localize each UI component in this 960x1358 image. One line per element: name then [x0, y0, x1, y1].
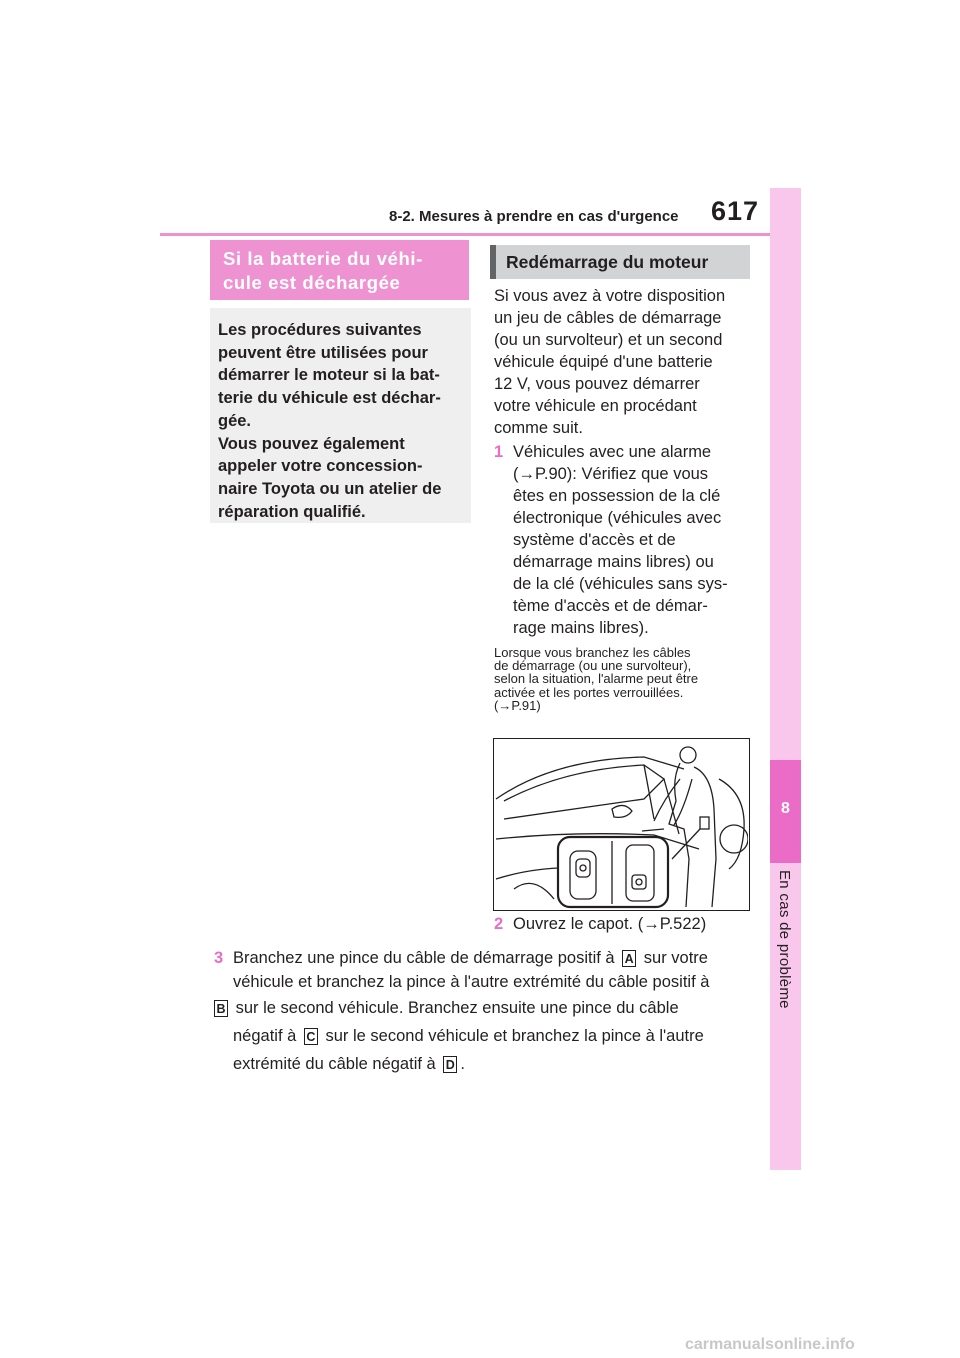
step-number: 1 [494, 443, 504, 461]
intro-line: Les procédures suivantes [218, 321, 422, 339]
intro-line: un jeu de câbles de démarrage [494, 309, 722, 327]
step-2 [494, 913, 503, 935]
text-segment: . [460, 1055, 465, 1073]
intro-line: 12 V, vous pouvez démarrer [494, 375, 700, 393]
intro-line: démarrer le moteur si la bat- [218, 366, 440, 385]
note-line: activée et les portes verrouillées. [494, 684, 684, 700]
label-d: D [443, 1056, 457, 1073]
intro-line: Si vous avez à votre disposition [494, 287, 726, 305]
text-segment: négatif à [233, 1027, 297, 1045]
step-line: êtes en possession de la clé [513, 487, 721, 505]
step-line [233, 1053, 709, 1081]
chapter-title: En cas de problème [776, 870, 793, 1009]
step-number: 2 [494, 915, 504, 933]
text-segment: Branchez une pince du câble de démarrage positif à [233, 949, 615, 967]
intro-line: Vous pouvez également [218, 434, 405, 453]
intro-line: véhicule équipé d'une batterie [494, 353, 713, 371]
step-line: démarrage mains libres) ou [513, 553, 714, 571]
intro-line: peuvent être utilisées pour [218, 343, 428, 362]
step-line: rage mains libres). [513, 619, 649, 637]
chapter-title-vertical [770, 870, 801, 1030]
header-rule [160, 233, 772, 236]
step-line: (→P.90): Vérifiez que vous [513, 465, 709, 483]
intro-line: votre véhicule en procédant [494, 397, 697, 415]
step-3-number-wrap [214, 947, 223, 969]
intro-line: comme suit. [494, 419, 583, 437]
text-segment: sur le second véhicule. Branchez ensuite une pince du câble [235, 999, 679, 1017]
note-line: Lorsque vous branchez les câbles [494, 645, 691, 660]
label-a: A [622, 950, 636, 967]
text-segment: extrémité du câble négatif à [233, 1055, 436, 1073]
intro-line: réparation qualifié. [218, 502, 366, 521]
step-line: système d'accès et de [513, 531, 676, 549]
note-line: de démarrage (ou une survolteur), [494, 658, 692, 674]
section-title: 8-2. Mesures à prendre en cas d'urgence [389, 208, 679, 225]
intro-line: (ou un survolteur) et un second [494, 331, 723, 349]
text-segment: sur votre [643, 949, 708, 967]
step-3-text [216, 947, 710, 1081]
label-c: C [304, 1028, 318, 1045]
heading-line: cule est déchargée [223, 272, 401, 293]
intro-line: gée. [218, 411, 252, 430]
alarm-note [494, 646, 698, 712]
page-number: 617 [711, 196, 760, 226]
car-door-drawing [494, 739, 748, 909]
note-line: selon la situation, l'alarme peut être [494, 671, 699, 687]
text-segment: sur le second véhicule et branchez la pince à l'autre [325, 1027, 704, 1045]
step-line [233, 1025, 709, 1053]
intro-line: terie du véhicule est déchar- [218, 389, 441, 408]
step-line: tème d'accès et de démar- [513, 597, 708, 615]
label-b: B [214, 1000, 228, 1017]
chapter-number: 8 [781, 800, 790, 817]
watermark: carmanualsonline.info [685, 1336, 855, 1353]
step-line: de la clé (véhicules sans sys- [513, 575, 728, 593]
step-line [216, 997, 709, 1025]
intro-line: naire Toyota ou un atelier de [218, 479, 442, 498]
intro-line: appeler votre concession- [218, 457, 423, 476]
step-1-text [513, 441, 728, 639]
section-heading-restart: Redémarrage du moteur [490, 245, 750, 279]
step-line: véhicule et branchez la pince à l'autre extrémité du câble positif à [233, 973, 710, 991]
note-line: (→P.91) [494, 697, 541, 713]
step-1 [494, 441, 503, 463]
step-number: 3 [214, 949, 224, 967]
heading-line: Si la batterie du véhi- [223, 248, 423, 269]
step-line [233, 947, 709, 971]
step-2-text: Ouvrez le capot. (→P.522) [513, 915, 707, 933]
step-line: Véhicules avec une alarme [513, 443, 712, 461]
restart-intro [494, 285, 725, 439]
car-door-illustration [493, 738, 750, 911]
step-line: électronique (véhicules avec [513, 509, 722, 527]
intro-box [210, 308, 471, 523]
section-heading-battery [210, 240, 469, 300]
